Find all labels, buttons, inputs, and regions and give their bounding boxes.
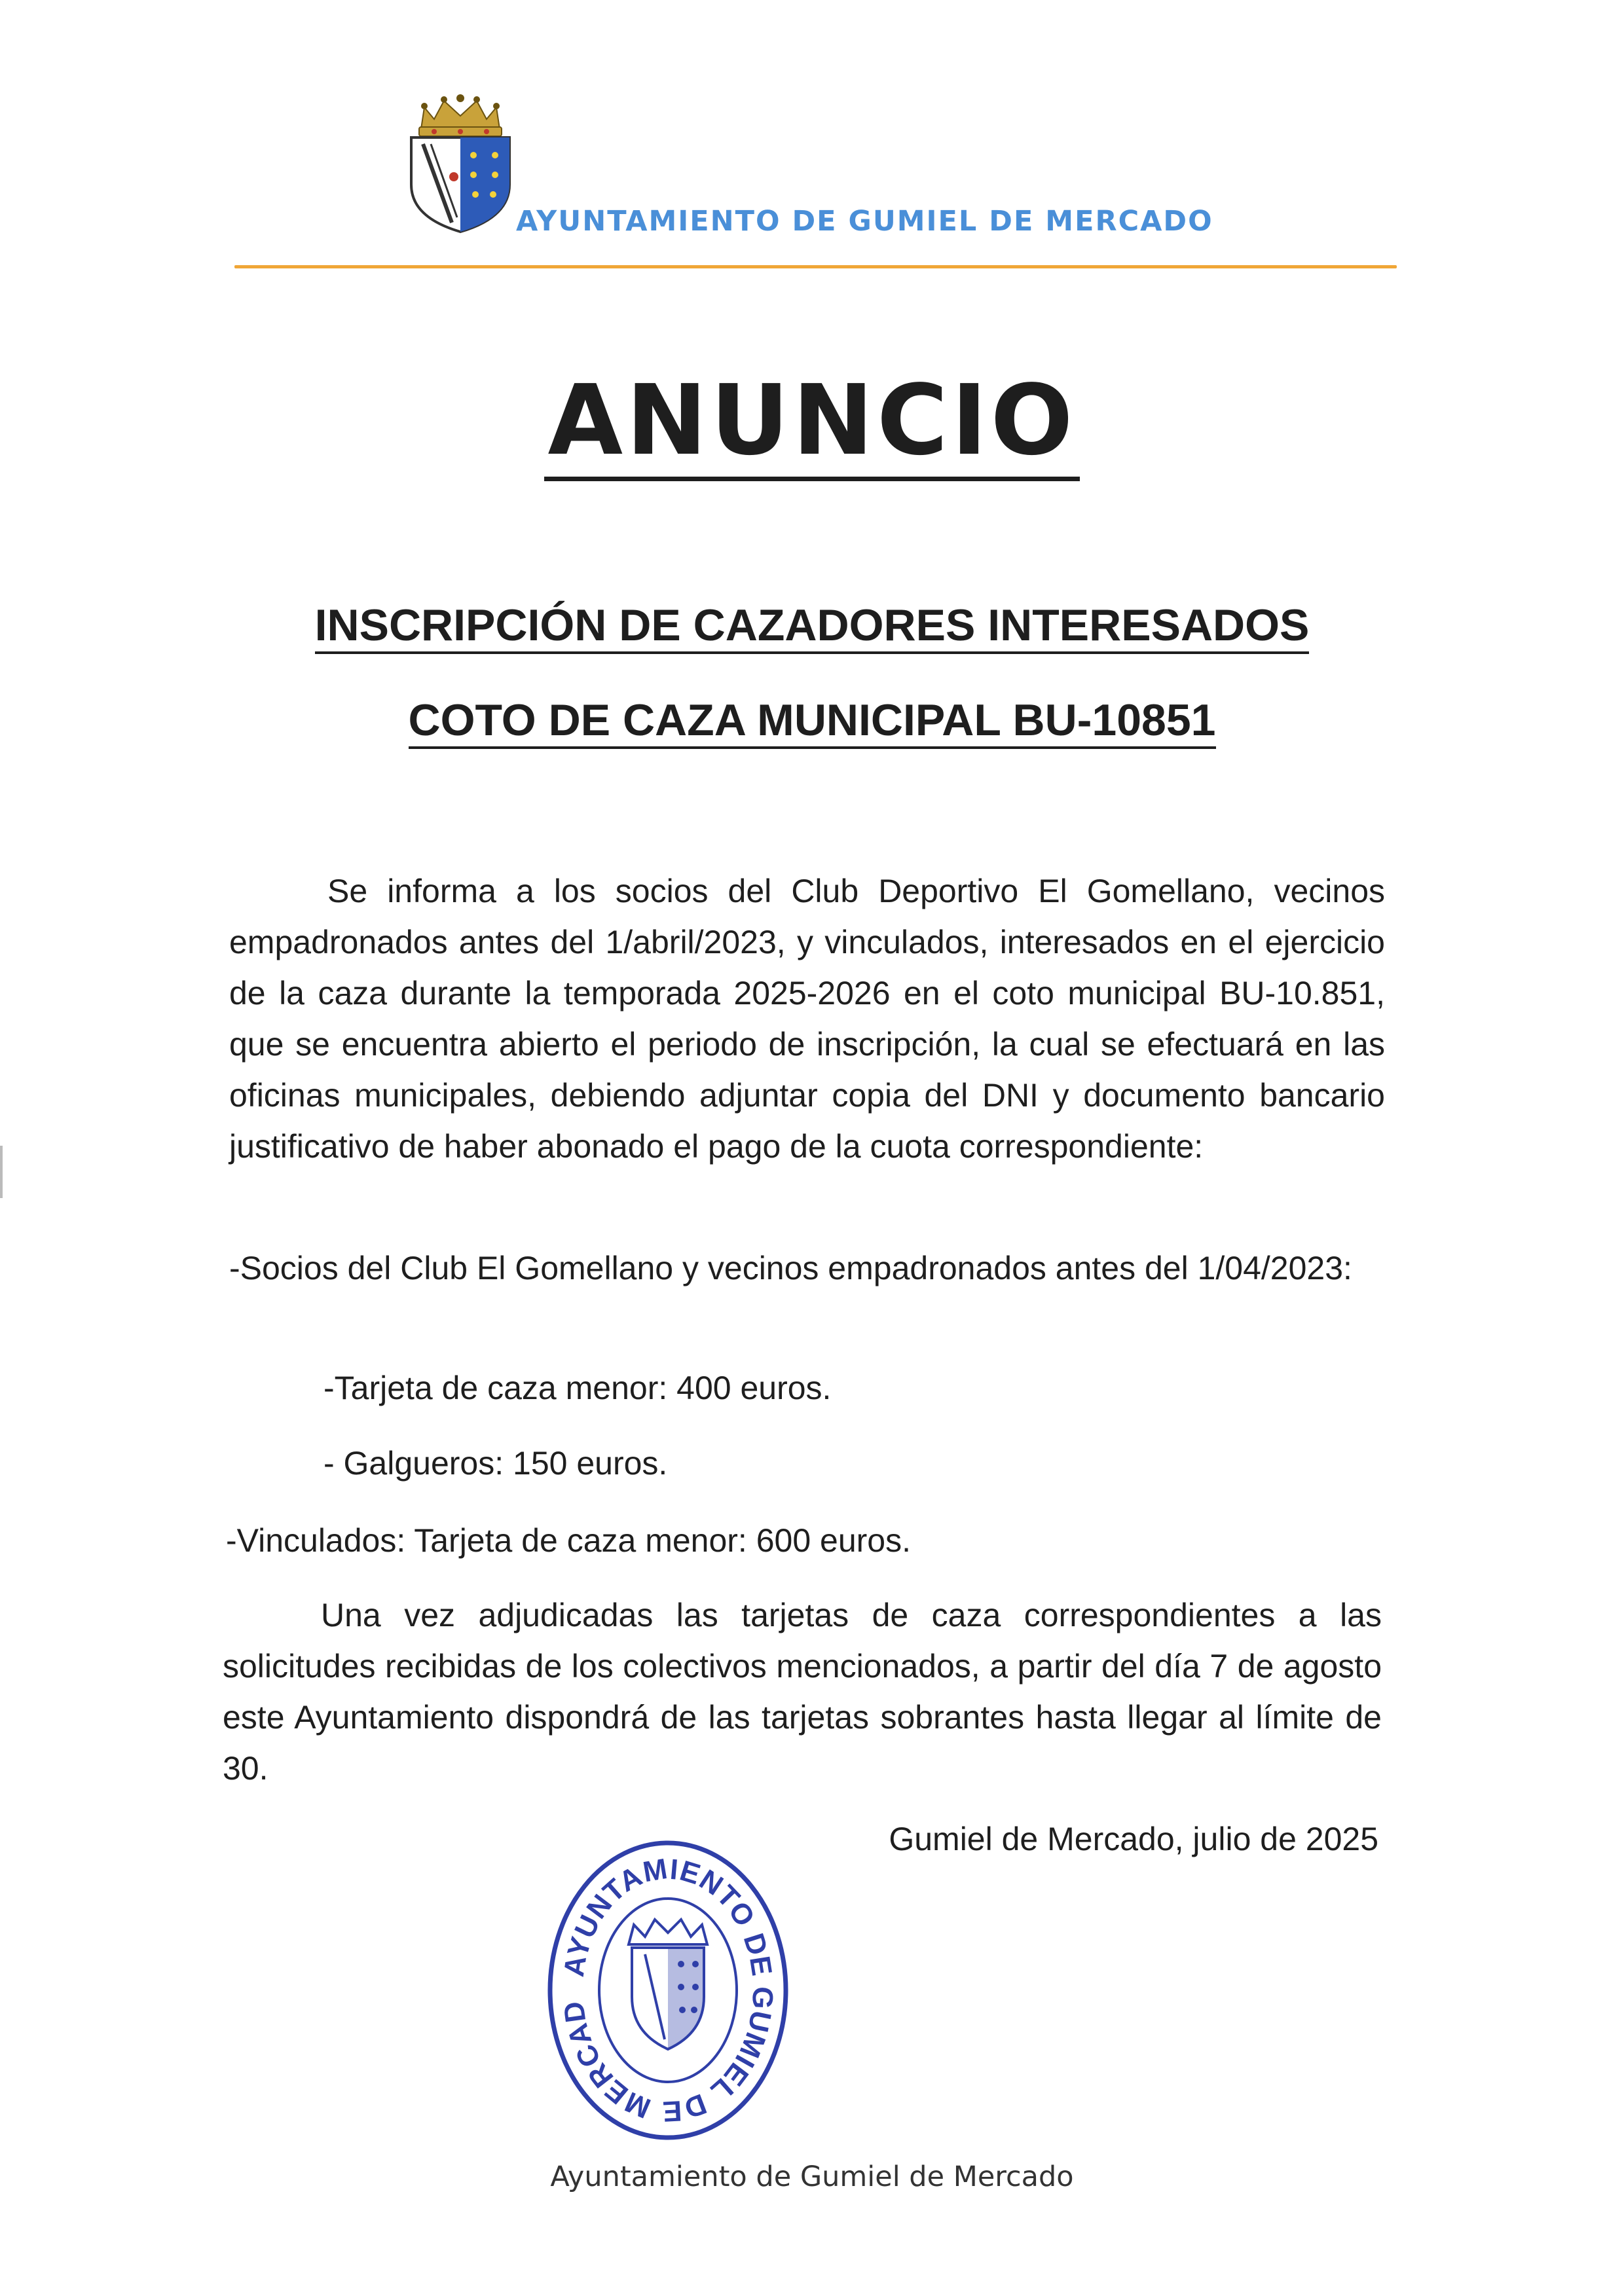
fee-item-vinculados: -Vinculados: Tarjeta de caza menor: 600 euros. <box>226 1522 911 1559</box>
header-divider <box>234 265 1397 268</box>
body-paragraph-2: -Socios del Club El Gomellano y vecinos empadronados antes del 1/04/2023: <box>229 1250 1352 1286</box>
fee-item-menor: -Tarjeta de caza menor: 400 euros. <box>323 1370 832 1406</box>
page-title-text: ANUNCIO <box>544 364 1080 481</box>
footer-org-name: Ayuntamiento de Gumiel de Mercado <box>550 2160 1074 2193</box>
page-title <box>0 363 1624 478</box>
subtitle-2-text: COTO DE CAZA MUNICIPAL BU-10851 <box>409 695 1216 749</box>
subtitle-1 <box>0 596 1624 655</box>
coat-of-arms-icon <box>405 93 516 234</box>
official-stamp <box>537 1833 799 2147</box>
subtitle-2 <box>0 691 1624 750</box>
fee-item-galgueros: - Galgueros: 150 euros. <box>323 1445 668 1482</box>
place-date: Gumiel de Mercado, julio de 2025 <box>889 1821 1378 1857</box>
header-org-name: AYUNTAMIENTO DE GUMIEL DE MERCADO <box>516 205 1213 238</box>
subtitle-1-text: INSCRIPCIÓN DE CAZADORES INTERESADOS <box>315 600 1310 654</box>
svg-text:AYUNTAMIENTO DE GUMIEL DE MERC: AYUNTAMIENTO DE GUMIEL DE MERCAD <box>557 1852 779 2128</box>
body-paragraph-1: Se informa a los socios del Club Deportivo El Gomellano, vecinos empadronados antes del 1/abril/2023, y vinculados, interesados en el ejercicio de la caza durante la temporada 2025-2026 en el coto municipal BU-10.851, que se encuentra abierto el periodo de inscripción, la cual se efectuará en las oficinas municipales, debiendo adjuntar copia del DNI y documento bancario justificativo de haber abonado el pago de la cuota correspondiente: <box>229 873 1385 1165</box>
scan-edge-mark <box>0 1146 3 1198</box>
body-paragraph-3: Una vez adjudicadas las tarjetas de caza correspondientes a las solicitudes recibidas de los colectivos mencionados, a partir del día 7 de agosto este Ayuntamiento dispondrá de las tarjetas sobrantes hasta llegar al límite de 30. <box>223 1597 1382 1787</box>
